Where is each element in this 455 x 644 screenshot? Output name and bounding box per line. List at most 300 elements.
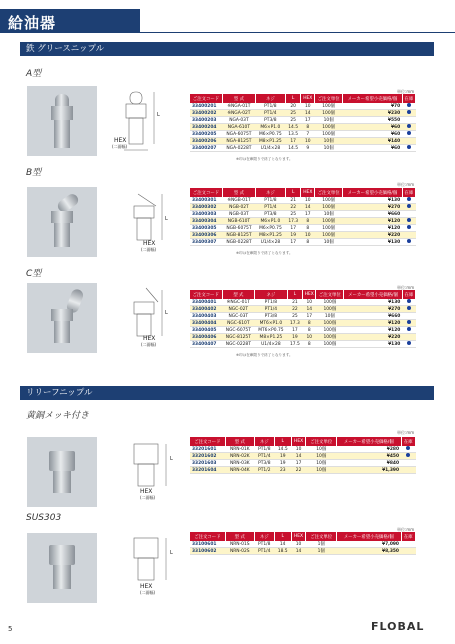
cell-code: 33400306 — [190, 232, 223, 239]
cell-model: NGA-0228T — [223, 145, 256, 152]
product-photo-c — [27, 283, 97, 353]
cell-model: ※NGC-01T — [222, 299, 254, 306]
cell-order-unit: 10個 — [315, 117, 343, 124]
cell-thread: PT1/2 — [254, 467, 274, 474]
header-code: ご注文コード — [190, 94, 223, 103]
cell-stock — [402, 334, 415, 341]
stock-dot-icon — [407, 103, 411, 107]
cell-length: 17.3 — [285, 218, 301, 225]
header-thread: ネジ — [255, 94, 285, 103]
cell-code: 33400407 — [190, 341, 222, 348]
cell-stock — [402, 239, 415, 246]
cell-model: NGB-03T — [223, 211, 256, 218]
cell-hex: 10 — [291, 446, 306, 453]
cell-price: ¥60 — [343, 145, 402, 152]
header-stock: 在庫 — [402, 188, 415, 197]
cell-stock — [402, 225, 415, 232]
cell-model: NGC-0228T — [222, 341, 254, 348]
cell-order-unit: 100個 — [316, 341, 344, 348]
cell-model: NRN-01S — [225, 541, 254, 548]
spec-table-body-d — [190, 446, 416, 474]
cell-thread: U1/4×28 — [255, 239, 285, 246]
cell-order-unit: 10個 — [315, 239, 343, 246]
cell-model: ※NGA-02T — [223, 110, 256, 117]
cell-price: ¥270 — [344, 306, 403, 313]
stock-dot-icon — [407, 145, 411, 149]
cell-price: ¥130 — [343, 197, 402, 204]
cell-price: ¥840 — [337, 460, 401, 467]
unit-label-e: 単位:mm — [397, 527, 415, 532]
header-length: L — [274, 532, 291, 541]
table-row — [190, 460, 416, 467]
cell-hex: 14 — [301, 204, 315, 211]
cell-price: ¥130 — [343, 239, 402, 246]
stock-dot-icon — [407, 197, 411, 201]
header-thread: ネジ — [254, 532, 274, 541]
hex-sub-label-e: (二面幅) — [140, 590, 156, 595]
cell-thread: PT1/8 — [255, 299, 288, 306]
header-stock: 在庫 — [401, 532, 416, 541]
cell-code: 33400403 — [190, 313, 222, 320]
spec-table-a — [190, 94, 416, 152]
table-row — [190, 117, 416, 124]
cell-order-unit: 100個 — [315, 204, 343, 211]
cell-thread: MT6×P1.0 — [255, 320, 288, 327]
header-length: L — [274, 437, 291, 446]
header-model: 型 式 — [222, 290, 254, 299]
cell-length: 25 — [287, 313, 302, 320]
cell-length: 14.5 — [285, 124, 301, 131]
cell-model: NGA-610T — [223, 124, 256, 131]
cell-order-unit: 100個 — [315, 232, 343, 239]
cell-code: 33400401 — [190, 299, 222, 306]
table-row — [190, 131, 416, 138]
cell-code: 33201603 — [190, 460, 225, 467]
cell-length: 13.5 — [285, 131, 301, 138]
cell-model: ※NGB-01T — [223, 197, 256, 204]
table-row — [190, 232, 416, 239]
header-order-unit: ご注文単位 — [316, 290, 344, 299]
stock-dot-icon — [407, 218, 411, 222]
cell-hex: 17 — [291, 460, 306, 467]
cell-thread: M8×P1.25 — [255, 138, 285, 145]
cell-order-unit: 100個 — [316, 306, 344, 313]
cell-price: ¥140 — [343, 138, 402, 145]
cell-price: ¥660 — [344, 313, 403, 320]
cell-hex: 14 — [291, 548, 306, 555]
header-order-unit: ご注文単位 — [306, 532, 337, 541]
hex-label-b: HEX — [143, 240, 156, 247]
cell-thread: PT1/8 — [255, 197, 285, 204]
cell-code: 33400201 — [190, 103, 223, 110]
cell-hex: 8 — [301, 225, 315, 232]
cell-order-unit: 100個 — [316, 320, 344, 327]
cell-hex: 14 — [301, 110, 315, 117]
cell-length: 14.5 — [285, 145, 301, 152]
table-row — [190, 145, 416, 152]
stock-dot-icon — [407, 341, 411, 345]
spec-table-b — [190, 188, 416, 246]
product-photo-a — [27, 86, 97, 156]
section-header-grease: 鉄 グリースニップル — [20, 42, 434, 56]
note-c: ※印は在庫限りで終了となります。 — [236, 353, 293, 357]
stock-dot-icon — [407, 306, 411, 310]
header-thread: ネジ — [255, 290, 288, 299]
header-order-unit: ご注文単位 — [306, 437, 337, 446]
group-label-a: A型 — [26, 69, 42, 79]
cell-order-unit: 100個 — [315, 197, 343, 204]
cell-length: 17.5 — [287, 341, 302, 348]
cell-thread: PT1/4 — [255, 306, 288, 313]
cell-length: 21 — [285, 197, 301, 204]
header-order-unit: ご注文単位 — [315, 188, 343, 197]
cell-stock — [402, 138, 415, 145]
cell-stock — [402, 218, 415, 225]
header-thread: ネジ — [254, 437, 274, 446]
cell-price: ¥270 — [343, 204, 402, 211]
header-code: ご注文コード — [190, 437, 225, 446]
cell-thread: PT1/8 — [255, 103, 285, 110]
cell-thread: PT1/4 — [255, 110, 285, 117]
hex-sub-label-d: (二面幅) — [140, 495, 156, 500]
length-label-d: L — [170, 456, 173, 462]
cell-code: 33400207 — [190, 145, 223, 152]
cell-price: ¥130 — [344, 299, 403, 306]
length-label-c: L — [165, 310, 168, 316]
cell-length: 14 — [274, 541, 291, 548]
cell-hex: 17 — [301, 117, 315, 124]
table-row — [190, 467, 416, 474]
cell-hex: 10 — [301, 138, 315, 145]
cell-price: ¥60 — [343, 124, 402, 131]
cell-code: 33400406 — [190, 334, 222, 341]
cell-price: ¥7,090 — [336, 541, 401, 548]
table-row — [190, 453, 416, 460]
cell-hex: 10 — [301, 232, 315, 239]
cell-stock — [402, 124, 415, 131]
stock-dot-icon — [406, 453, 410, 457]
cell-price: ¥450 — [337, 453, 401, 460]
unit-label-a: 単位:mm — [397, 89, 415, 94]
header-stock: 在庫 — [401, 437, 415, 446]
product-photo-d — [27, 437, 97, 507]
cell-order-unit: 100個 — [316, 334, 344, 341]
stock-dot-icon — [407, 204, 411, 208]
hex-label-d: HEX — [140, 488, 153, 495]
cell-thread: M8×P1.25 — [255, 334, 288, 341]
header-price: メーカー希望小売価格/個 — [337, 437, 401, 446]
cell-model: NGA-03T — [223, 117, 256, 124]
unit-label-b: 単位:mm — [397, 182, 415, 187]
stock-dot-icon — [407, 327, 411, 331]
header-stock: 在庫 — [402, 94, 415, 103]
cell-code: 33400402 — [190, 306, 222, 313]
table-row — [190, 211, 416, 218]
unit-label-c: 単位:mm — [397, 285, 415, 290]
cell-hex: 14 — [303, 306, 316, 313]
hex-sub-label-c: (二面幅) — [141, 342, 157, 347]
cell-stock — [402, 117, 415, 124]
cell-hex: 10 — [301, 197, 315, 204]
product-photo-e — [27, 533, 97, 603]
cell-order-unit: 100個 — [316, 327, 344, 334]
cell-code: 33400303 — [190, 211, 223, 218]
cell-thread: PT3/8 — [255, 313, 288, 320]
cell-stock — [402, 320, 415, 327]
header-stock: 在庫 — [402, 290, 415, 299]
table-row — [190, 341, 416, 348]
table-row — [190, 138, 416, 145]
cell-code: 33201602 — [190, 453, 225, 460]
table-row — [190, 218, 416, 225]
cell-stock — [402, 327, 415, 334]
cell-price: ¥280 — [337, 446, 401, 453]
spec-table-body-e — [190, 541, 416, 555]
header-hex: HEX — [291, 532, 306, 541]
cell-length: 25 — [285, 110, 301, 117]
header-order-unit: ご注文単位 — [315, 94, 343, 103]
cell-order-unit: 10個 — [306, 446, 337, 453]
stock-dot-icon — [407, 239, 411, 243]
cell-hex: 8 — [301, 218, 315, 225]
table-row — [190, 124, 416, 131]
cell-length: 14.5 — [274, 446, 291, 453]
cell-length: 19 — [274, 460, 291, 467]
cell-thread: PT1/8 — [254, 446, 274, 453]
cell-stock — [401, 453, 415, 460]
page-title: 給油器 — [8, 14, 57, 32]
cell-length: 17 — [285, 225, 301, 232]
stock-dot-icon — [407, 225, 411, 229]
cell-stock — [402, 211, 415, 218]
cell-thread: PT1/4 — [254, 453, 274, 460]
cell-length: 19 — [285, 232, 301, 239]
table-row — [190, 334, 416, 341]
table-row — [190, 327, 416, 334]
cell-price: ¥220 — [343, 232, 402, 239]
cell-stock — [402, 110, 415, 117]
cell-model: NGB-8125T — [223, 232, 256, 239]
spec-table-body-b — [190, 197, 416, 246]
length-label-b: L — [165, 216, 168, 222]
cell-code: 33400304 — [190, 218, 223, 225]
cell-code: 33400405 — [190, 327, 222, 334]
unit-label-d: 単位:mm — [397, 430, 415, 435]
cell-model: NRN-01K — [225, 446, 254, 453]
product-photo-b — [27, 187, 97, 257]
cell-thread: M6×P1.0 — [255, 218, 285, 225]
cell-model: NGC-8125T — [222, 334, 254, 341]
table-row — [190, 225, 416, 232]
cell-order-unit: 100個 — [315, 218, 343, 225]
cell-hex: 10 — [291, 541, 306, 548]
cell-price: ¥8,350 — [336, 548, 401, 555]
header-code: ご注文コード — [190, 532, 225, 541]
cell-model: NGB-0228T — [223, 239, 256, 246]
cell-stock — [402, 204, 415, 211]
cell-thread: U1/4×28 — [255, 145, 285, 152]
cell-price: ¥120 — [343, 225, 402, 232]
cell-model: NGB-02T — [223, 204, 256, 211]
cell-length: 17 — [285, 239, 301, 246]
group-label-c: C型 — [26, 269, 42, 279]
cell-hex: 17 — [303, 313, 316, 320]
cell-thread: M6×P0.75 — [255, 225, 285, 232]
cell-model: NGB-6075T — [223, 225, 256, 232]
cell-order-unit: 100個 — [315, 124, 343, 131]
cell-hex: 8 — [303, 327, 316, 334]
cell-stock — [402, 145, 415, 152]
cell-length: 25 — [285, 117, 301, 124]
table-row — [190, 548, 416, 555]
cell-code: 33400205 — [190, 131, 223, 138]
cell-length: 17.3 — [287, 320, 302, 327]
cell-hex: 17 — [301, 211, 315, 218]
cell-model: ※NGA-01T — [223, 103, 256, 110]
cell-model: NRN-02S — [225, 548, 254, 555]
header-model: 型 式 — [223, 188, 256, 197]
stock-dot-icon — [407, 124, 411, 128]
cell-code: 33201601 — [190, 446, 225, 453]
cell-code: 33400203 — [190, 117, 223, 124]
page-number: 5 — [8, 625, 13, 633]
cell-stock — [402, 131, 415, 138]
cell-code: 33400202 — [190, 110, 223, 117]
spec-table-body-c — [190, 299, 416, 348]
header-price: メーカー希望小売価格/個 — [343, 188, 402, 197]
cell-model: NGC-02T — [222, 306, 254, 313]
cell-thread: PT3/8 — [254, 460, 274, 467]
cell-order-unit: 1個 — [306, 548, 337, 555]
header-price: メーカー希望小売価格/個 — [343, 94, 402, 103]
cell-hex: 8 — [301, 124, 315, 131]
cell-thread: M6×P0.75 — [255, 131, 285, 138]
spec-table-d — [190, 437, 416, 474]
cell-price: ¥60 — [343, 131, 402, 138]
cell-stock — [402, 313, 415, 320]
cell-model: NGC-6075T — [222, 327, 254, 334]
cell-model: NGC-03T — [222, 313, 254, 320]
cell-thread: MT6×P0.75 — [255, 327, 288, 334]
cell-hex: 7 — [301, 131, 315, 138]
cell-length: 21 — [287, 299, 302, 306]
cell-stock — [401, 467, 415, 474]
cell-order-unit: 10個 — [306, 460, 337, 467]
cell-length: 17 — [287, 327, 302, 334]
cell-price: ¥550 — [343, 117, 402, 124]
cell-hex: 8 — [303, 320, 316, 327]
header-code: ご注文コード — [190, 188, 223, 197]
cell-length: 18.5 — [274, 548, 291, 555]
cell-model: NRN-04K — [225, 467, 254, 474]
cell-price: ¥660 — [343, 211, 402, 218]
cell-model: NGA-6075T — [223, 131, 256, 138]
header-code: ご注文コード — [190, 290, 222, 299]
header-hex: HEX — [301, 188, 315, 197]
group-label-b: B型 — [26, 168, 42, 178]
cell-order-unit: 10個 — [306, 453, 337, 460]
cell-length: 17 — [285, 138, 301, 145]
cell-model: NRN-02K — [225, 453, 254, 460]
length-label-e: L — [170, 550, 173, 556]
cell-price: ¥230 — [343, 110, 402, 117]
cell-length: 22 — [285, 204, 301, 211]
stock-dot-icon — [406, 446, 410, 450]
spec-table-c — [190, 290, 416, 348]
header-model: 型 式 — [223, 94, 256, 103]
brand-logo: FLOBAL — [371, 620, 425, 633]
header-price: メーカー希望小売価格/個 — [336, 532, 401, 541]
cell-thread: PT1/8 — [254, 541, 274, 548]
cell-order-unit: 1個 — [306, 541, 337, 548]
cell-hex: 10 — [303, 299, 316, 306]
hex-sub-label-b: (二面幅) — [141, 247, 157, 252]
hex-label-e: HEX — [140, 583, 153, 590]
cell-hex: 14 — [291, 453, 306, 460]
cell-code: 33400206 — [190, 138, 223, 145]
cell-model: NGB-610T — [223, 218, 256, 225]
cell-code: 33400302 — [190, 204, 223, 211]
cell-thread: M6×P1.0 — [255, 124, 285, 131]
table-row — [190, 313, 416, 320]
cell-order-unit: 100個 — [316, 299, 344, 306]
length-label-a: L — [157, 112, 160, 118]
cell-length: 19 — [274, 453, 291, 460]
cell-stock — [402, 341, 415, 348]
header-length: L — [285, 188, 301, 197]
header-hex: HEX — [301, 94, 315, 103]
cell-length: 23 — [274, 467, 291, 474]
table-row — [190, 239, 416, 246]
note-a: ※印は在庫限りで終了となります。 — [236, 157, 293, 161]
header-price: メーカー希望小売価格/個 — [344, 290, 403, 299]
cell-thread: PT3/8 — [255, 211, 285, 218]
cell-price: ¥120 — [344, 327, 403, 334]
cell-thread: PT1/4 — [255, 204, 285, 211]
cell-code: 33100601 — [190, 541, 225, 548]
hex-sub-label-a: (二面幅) — [112, 144, 128, 149]
cell-price: ¥70 — [343, 103, 402, 110]
table-row — [190, 204, 416, 211]
header-model: 型 式 — [225, 437, 254, 446]
cell-hex: 22 — [291, 467, 306, 474]
cell-order-unit: 100個 — [315, 131, 343, 138]
cell-model: NGA-8125T — [223, 138, 256, 145]
table-row — [190, 320, 416, 327]
header-length: L — [285, 94, 301, 103]
cell-thread: PT3/8 — [255, 117, 285, 124]
cell-hex: 9 — [301, 145, 315, 152]
cell-code: 33100602 — [190, 548, 225, 555]
hex-label-c: HEX — [143, 335, 156, 342]
stock-dot-icon — [407, 131, 411, 135]
cell-order-unit: 10個 — [306, 467, 337, 474]
cell-thread: PT1/4 — [254, 548, 274, 555]
dimension-diagram-a — [110, 84, 170, 164]
spec-table-body-a — [190, 103, 416, 152]
spec-table-e — [190, 532, 416, 555]
stock-dot-icon — [407, 320, 411, 324]
cell-thread: M8×P1.25 — [255, 232, 285, 239]
cell-length: 19 — [287, 334, 302, 341]
cell-model: NGC-610T — [222, 320, 254, 327]
group-label-e: SUS303 — [26, 513, 62, 523]
header-hex: HEX — [291, 437, 306, 446]
cell-length: 22 — [287, 306, 302, 313]
cell-code: 33400301 — [190, 197, 223, 204]
cell-order-unit: 100個 — [315, 110, 343, 117]
cell-price: ¥120 — [343, 218, 402, 225]
